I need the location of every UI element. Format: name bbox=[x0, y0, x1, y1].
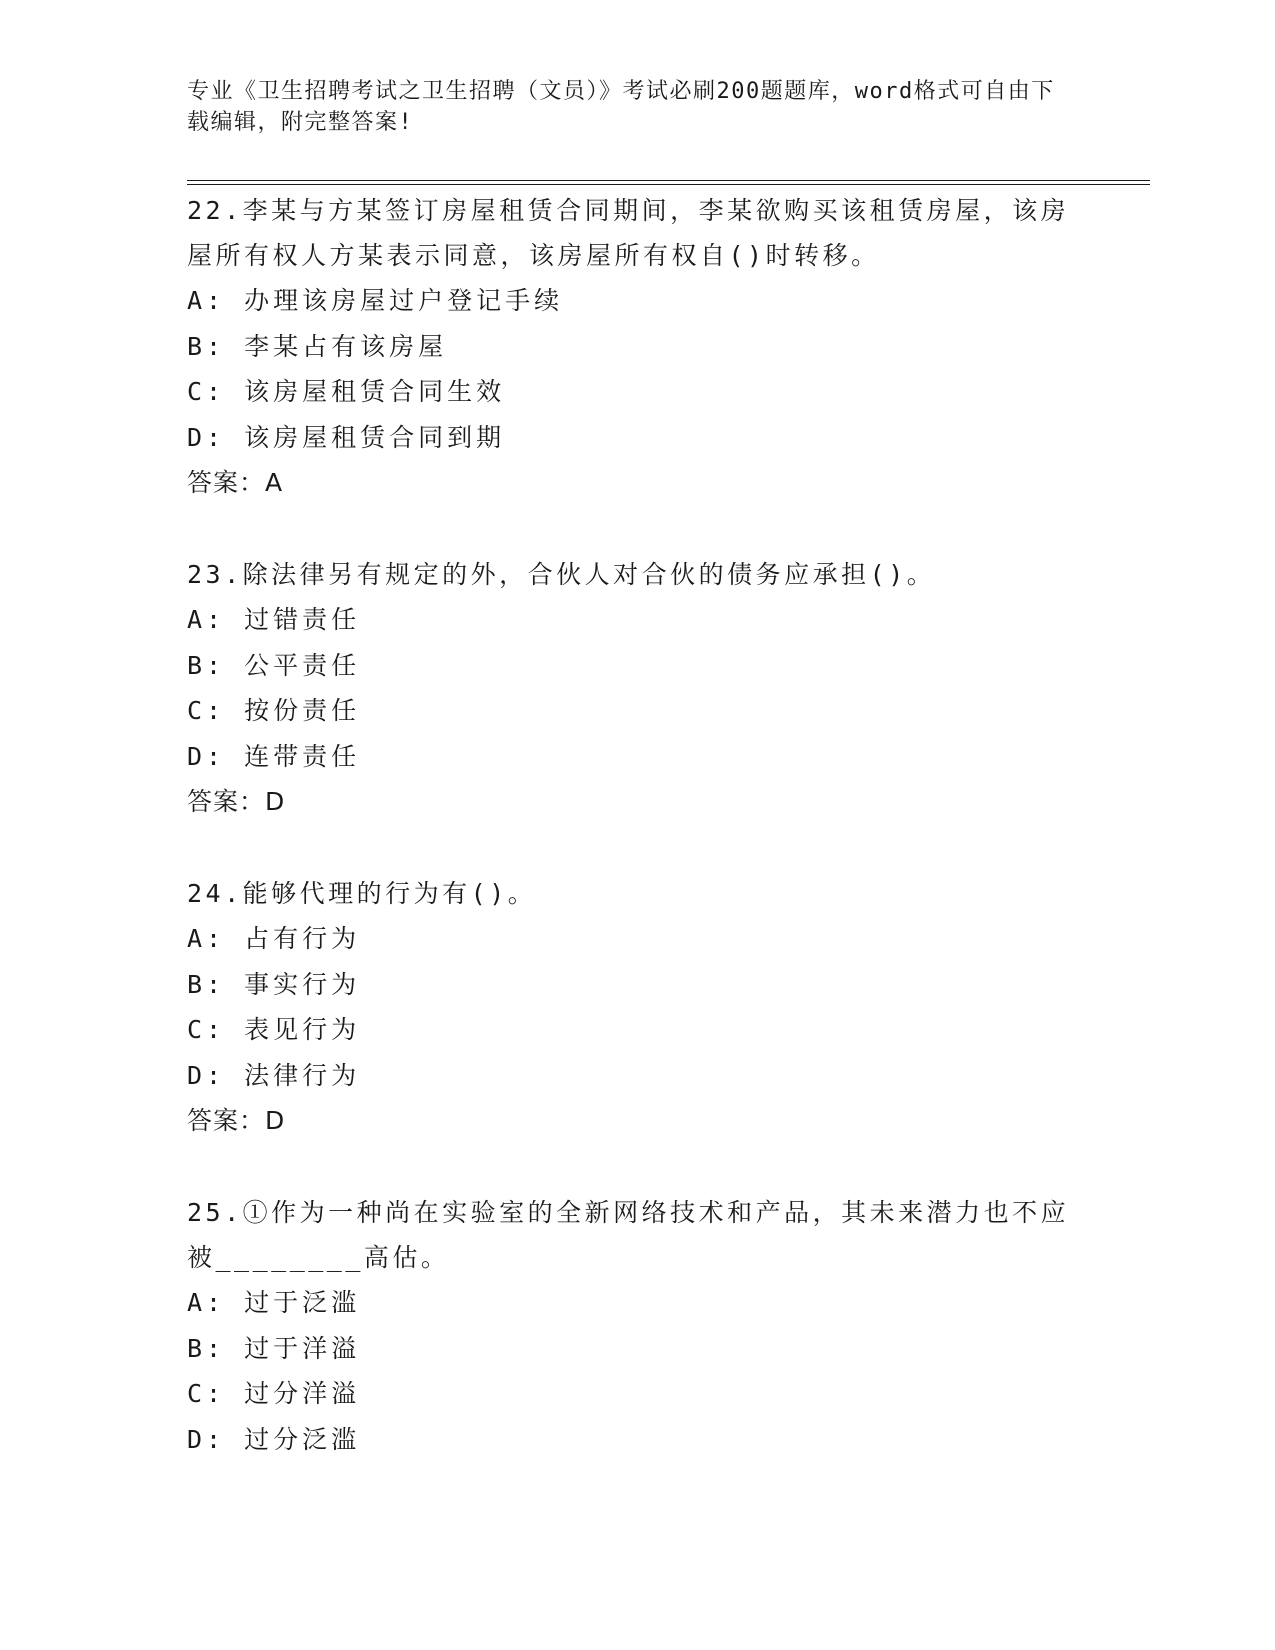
question-22 bbox=[187, 188, 1087, 505]
question-stem: 22.李某与方某签订房屋租赁合同期间，李某欲购买该租赁房屋，该房屋所有权人方某表示同意，该房屋所有权自()时转移。 bbox=[187, 196, 1070, 270]
option-b: B: 过于洋溢 bbox=[187, 1333, 361, 1363]
option-c: C: 按份责任 bbox=[187, 696, 361, 725]
option-d: D: 过分泛滥 bbox=[187, 1424, 361, 1454]
question-stem: 23.除法律另有规定的外，合伙人对合伙的债务应承担()。 bbox=[187, 560, 936, 589]
option-a: A: 过错责任 bbox=[187, 605, 361, 634]
option-c: C: 该房屋租赁合同生效 bbox=[187, 377, 506, 406]
answer-line: 答案：D bbox=[187, 787, 286, 816]
answer-line: 答案：D bbox=[187, 1106, 286, 1135]
option-d: D: 该房屋租赁合同到期 bbox=[187, 422, 506, 452]
header-divider-line bbox=[187, 180, 1150, 181]
option-c: C: 表见行为 bbox=[187, 1015, 361, 1044]
question-stem: 25.①作为一种尚在实验室的全新网络技术和产品，其未来潜力也不应被________高估。 bbox=[187, 1198, 1070, 1272]
option-c: C: 过分洋溢 bbox=[187, 1379, 361, 1408]
option-a: A: 占有行为 bbox=[187, 924, 361, 953]
option-b: B: 事实行为 bbox=[187, 969, 361, 999]
option-a: A: 过于泛滥 bbox=[187, 1288, 361, 1317]
question-stem: 24.能够代理的行为有()。 bbox=[187, 879, 537, 908]
option-a: A: 办理该房屋过户登记手续 bbox=[187, 286, 564, 315]
question-25 bbox=[187, 1190, 1087, 1462]
answer-line: 答案：A bbox=[187, 468, 284, 497]
option-d: D: 法律行为 bbox=[187, 1060, 361, 1090]
option-d: D: 连带责任 bbox=[187, 741, 361, 771]
document-header: 专业《卫生招聘考试之卫生招聘（文员）》考试必刷200题题库，word格式可自由下载编辑，附完整答案! bbox=[187, 79, 1055, 135]
question-23 bbox=[187, 552, 1087, 824]
question-24 bbox=[187, 871, 1087, 1143]
option-b: B: 公平责任 bbox=[187, 650, 361, 680]
option-b: B: 李某占有该房屋 bbox=[187, 331, 448, 361]
header-divider-line bbox=[187, 184, 1150, 185]
